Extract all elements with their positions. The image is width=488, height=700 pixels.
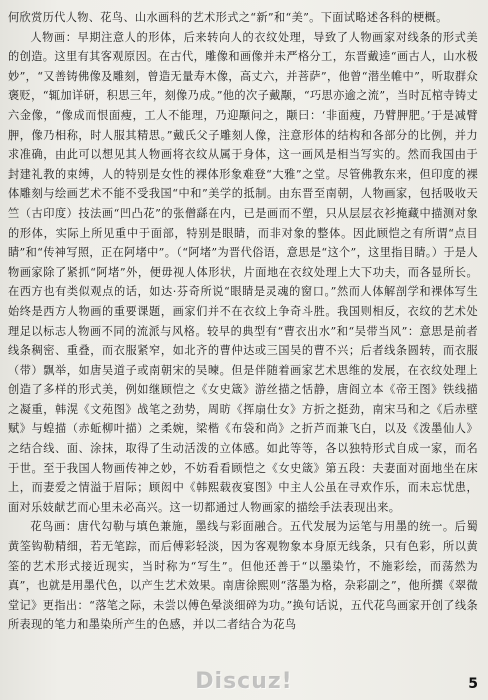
body-text bbox=[8, 8, 478, 635]
paragraph-flower-bird-painting: 花鸟画：唐代勾勒与填色兼施，墨线与彩面融合。五代发展为运笔与用墨的统一。后蜀黄筌钩勒精细，若无笔踪，而后傅彩轻淡，因为客观物象本身原无线条，只有色彩，所以黄筌的艺术形式接近现实，当时称为“写生”。但他还善于“以墨染竹，不施彩绘，而荡然为真”，也就是用墨代色，以产生艺术效果。南唐徐熙则“落墨为格，杂彩副之”，他所撰《翠微堂记》更指出：“落笔之际，未尝以傅色晕淡细碎为功。”换句话说，五代花鸟画家开创了线条所表现的笔力和墨染所产生的色感，并以二者结合为花鸟 bbox=[8, 520, 478, 632]
watermark-logo: Discuz! bbox=[195, 669, 293, 694]
paragraph-intro: 何欣赏历代人物、花鸟、山水画科的艺术形式之“新”和“美”。下面试略述各科的梗概。 bbox=[8, 11, 448, 24]
paragraph-figure-painting: 人物画：早期注意人的形体，后来转向人的衣纹处理，导致了人物画家对线条的形式美的创造。这里有其客观原因。在古代，雕像和画像并未严格分工，东晋戴逵“画古人，山水极妙”，“又善铸佛像及雕刻，曾造无量寿木像，高丈六，并菩萨”，他曾“潜坐帷中”，听取群众褒贬，“辄加详研，积思三年，刻像乃成。”他的次子戴颙，“巧思亦逾之流”，当时瓦棺寺铸丈六金像，“像成而恨面瘦，工人不能理，乃迎颙问之，颙曰：‘非面瘦，乃臂胛肥。’于是减臂胛，像乃相称，时人服其精思。”戴氏父子雕刻人像，注意形体的结构和各部分的比例，并力求准确，由此可以想见其人物画将衣纹从属于身体，这一画风是相当写实的。然而我国由于封建礼教的束缚，人的特别是女性的裸体形象难登“大雅”之堂。尽管佛教东来，但印度的裸体雕刻与绘画艺术不能不受我国“中和”美学的抵制。由东晋至南朝，人物画家，包括吸收天竺（古印度）技法画“凹凸花”的张僧繇在内，已是画而不塑，只从层层衣衫掩藏中描测对象的形体，实际上所见重中于面部，特别是眼睛，而非对象的整体。因此顾恺之有所谓“点目睛”和“传神写照，正在阿堵中”。（“阿堵”为晋代俗语，意思是“这个”，这里指目睛。）于是人物画家除了紧抓“阿堵”外，便毋视人体形状，片面地在衣纹处理上大下功夫，而各显所长。在西方也有类似观点的话，如达·芬奇所说“眼睛是灵魂的窗口。”然而人体解剖学和裸体写生始终是西方人物画的重要课题，画家们并不在衣纹上争奇斗胜。我国则相反，衣纹的艺术处理足以标志人物画不同的流派与风格。较早的典型有“曹衣出水”和“吴带当风”：意思是前者线条稠密、重叠，而衣服紧窄，如北齐的曹仲达或三国吴的曹不兴；后者线条圆转，而衣服（带）飘举，如唐吴道子或南朝宋的吴暕。但是伴随着画家艺术思维的发展，在衣纹处理上创造了多样的形式美，例如继顾恺之《女史箴》游丝描之恬静，唐阎立本《帝王图》铁线描之凝重，韩滉《文苑图》战笔之劲势，周昉《挥扇仕女》方折之挺劲，南宋马和之《后赤壁赋》与蝗描（赤蚯柳叶描）之柔婉，梁楷《布袋和尚》之折芦而兼飞白，以及《泼墨仙人》之结合线、面、涂抹，取得了生动活泼的立体感。如此等等，各以独特形式自成一家，而名于世。至于我国人物画传神之妙，不妨看看顾恺之《女史箴》第五段：夫妻面对面地坐在床上，而妻爱之情溢于眉际；顾闳中《韩熙载夜宴图》中主人公虽在寻欢作乐，而未忘忧患，面对乐妓献艺而心里未必高兴。这一切都通过人物画家的描绘手法表现出来。 bbox=[8, 30, 478, 514]
page-number: 5 bbox=[468, 676, 478, 692]
